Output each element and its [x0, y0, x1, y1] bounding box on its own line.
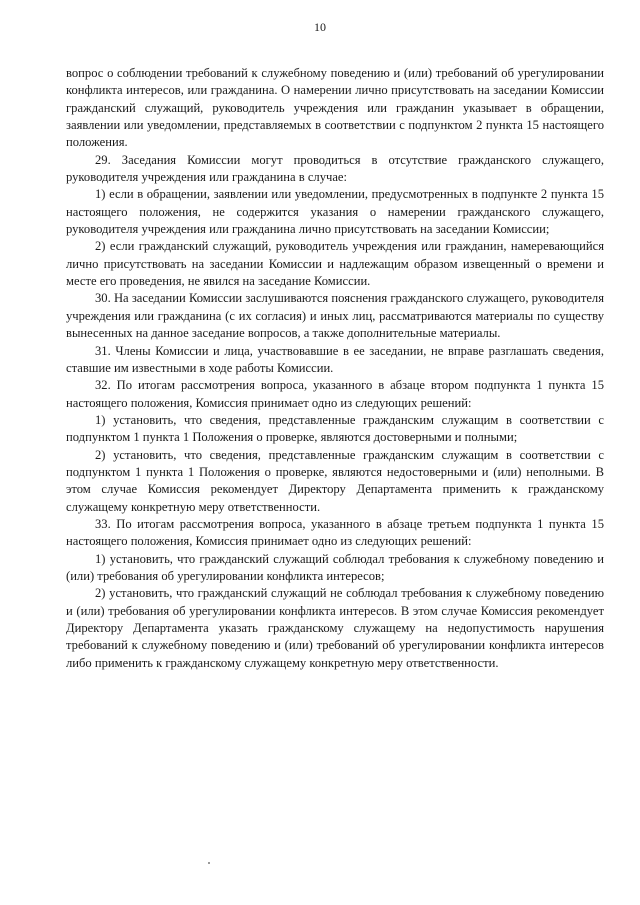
scan-mark — [208, 862, 210, 864]
paragraph-33: 33. По итогам рассмотрения вопроса, указанного в абзаце третьем подпункта 1 пункта 15 настоящего положения, Комиссия принимает одно из следующих решений: — [66, 516, 604, 549]
paragraph-29-item-2: 2) если гражданский служащий, руководитель учреждения или гражданин, намеревающийся лично присутствовать на заседании Комиссии и надлежащим образом извещенный о времени и месте его проведения, не явился на заседание Комиссии. — [66, 239, 604, 289]
paragraph-32: 32. По итогам рассмотрения вопроса, указанного в абзаце втором подпункта 1 пункта 15 настоящего положения, Комиссия принимает одно из следующих решений: — [66, 378, 604, 410]
paragraph-31: 31. Члены Комиссии и лица, участвовавшие в ее заседании, не вправе разглашать сведения, ставшие им известными в ходе работы Комиссии. — [66, 343, 604, 375]
document-body — [66, 65, 604, 672]
paragraph-33-item-2: 2) установить, что гражданский служащий не соблюдал требования к служебному поведению и (или) требования об урегулировании конфликта интересов. В этом случае Комиссия рекомендует Директору Департамента указать гражданскому служащему на недопустимость нарушения требований к служебному поведению и (или) требований об урегулировании конфликта интересов либо применить к гражданскому служащему конкретную меру ответственности. — [66, 586, 604, 670]
paragraph-29: 29. Заседания Комиссии могут проводиться в отсутствие гражданского служащего, руководителя учреждения или гражданина в случае: — [66, 152, 604, 185]
paragraph-33-item-1: 1) установить, что гражданский служащий соблюдал требования к служебному поведению и (или) требования об урегулировании конфликта интересов; — [66, 551, 604, 583]
paragraph: вопрос о соблюдении требований к служебному поведению и (или) требований об урегулировании конфликта интересов, или гражданина. О намерении лично присутствовать на заседании Комиссии гражданский служащий, руководитель учреждения или гражданин указывает в обращении, заявлении или уведомлении, представляемых в соответствии с подпунктом 2 пункта 15 настоящего положения. — [66, 66, 604, 150]
paragraph-30: 30. На заседании Комиссии заслушиваются пояснения гражданского служащего, руководителя учреждения или гражданина (с их согласия) и иных лиц, рассматриваются материалы по существу вынесенных на данное заседание вопросов, а также дополнительные материалы. — [66, 291, 604, 341]
paragraph-32-item-1: 1) установить, что сведения, представленные гражданским служащим в соответствии с подпунктом 1 пункта 1 Положения о проверке, являются достоверными и полными; — [66, 412, 604, 445]
paragraph-32-item-2: 2) установить, что сведения, представленные гражданским служащим в соответствии с подпунктом 1 пункта 1 Положения о проверке, являются недостоверными и (или) неполными. В этом случае Комиссия рекомендует Директору Департамента применить к гражданскому служащему конкретную меру ответственности. — [66, 447, 604, 514]
page-number: 10 — [314, 20, 326, 34]
paragraph-29-item-1: 1) если в обращении, заявлении или уведомлении, предусмотренных в подпункте 2 пункта 15 настоящего положения, не содержится указания о намерении гражданского служащего, руководителя учреждения или гражданина лично присутствовать на заседании Комиссии; — [66, 187, 604, 237]
